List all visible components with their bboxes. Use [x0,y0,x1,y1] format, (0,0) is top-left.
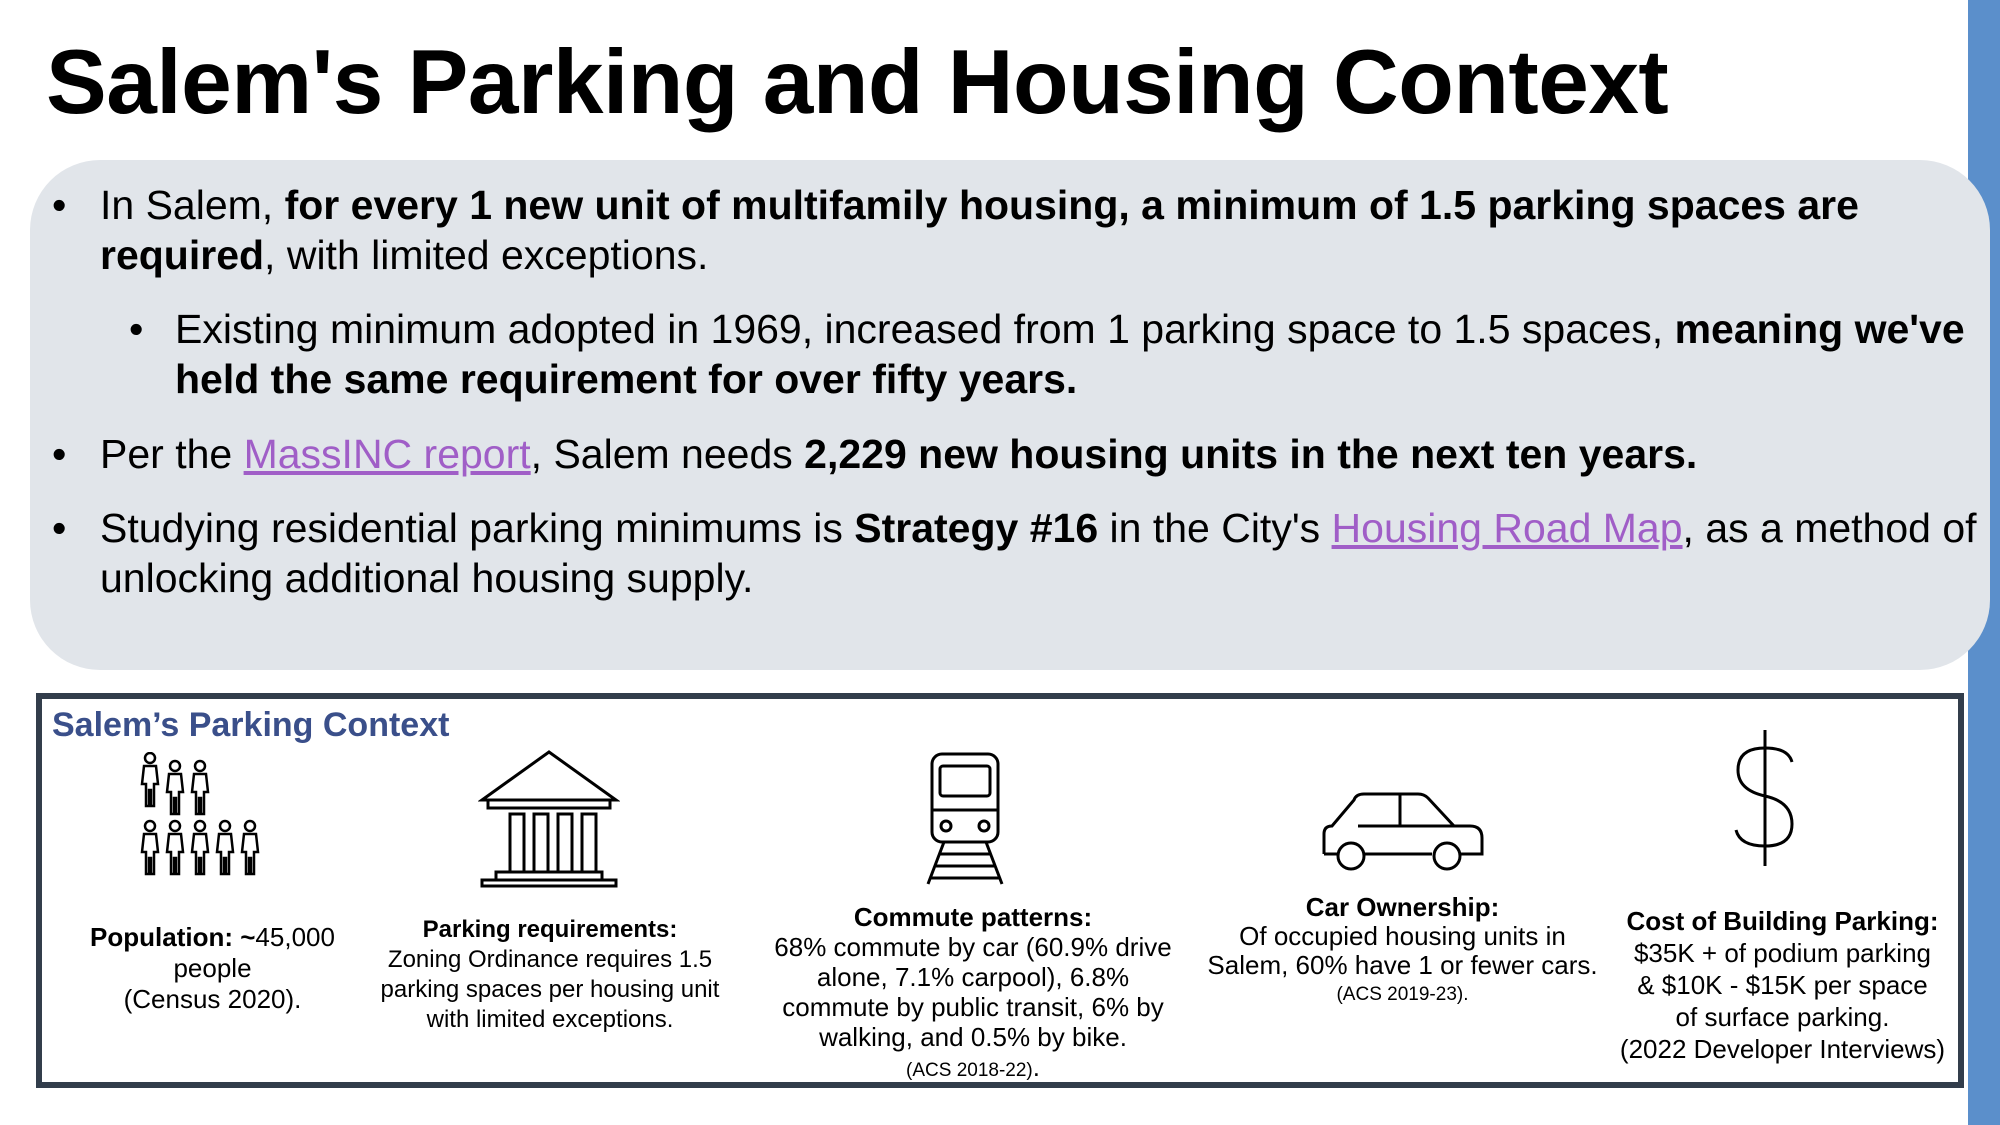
bullet-massinc: • Per the MassINC report, Salem needs 2,229 new housing units in the next ten years. [52,431,1698,477]
bullet-dot: • [52,505,67,551]
people-icon [140,752,290,892]
train-icon [922,750,1008,886]
housing-road-map-link[interactable]: Housing Road Map [1331,505,1683,551]
massinc-report-link[interactable]: MassINC report [243,431,531,477]
dollar-icon [1730,728,1800,868]
bullet-dot: • [52,182,67,228]
page-title: Salem's Parking and Housing Context [46,32,1669,133]
bullet-dot: • [129,306,144,352]
stat-population: Population: ~45,000 people (Census 2020). [90,922,335,1014]
parking-context-title: Salem’s Parking Context [52,706,450,744]
car-icon [1320,790,1486,874]
building-icon [478,748,620,888]
stat-car-ownership: Car Ownership: Of occupied housing units in Salem, 60% have 1 or fewer cars. (ACS 2019-23). [1207,892,1598,1005]
stat-commute-patterns: Commute patterns: 68% commute by car (60.9% drive alone, 7.1% carpool), 6.8% commute by public transit, 6% by walking, and 0.5% by bike. (ACS 2018-22). [774,902,1172,1082]
sub-bullet-1969: • Existing minimum adopted in 1969, increased from 1 parking space to 1.5 spaces, meaning we've held the same requirement for over fifty years. [129,306,1965,402]
bullet-dot: • [52,431,67,477]
stat-parking-requirements: Parking requirements: Zoning Ordinance requires 1.5 parking spaces per housing unit with limited exceptions. [380,916,720,1033]
bullet-strategy: • Studying residential parking minimums is Strategy #16 in the City's Housing Road Map, as a method of unlocking additional housing supply. [52,505,1977,601]
bullet-parking-minimum: • In Salem, for every 1 new unit of multifamily housing, a minimum of 1.5 parking spaces are required, with limited exceptions. [52,182,1859,278]
stat-parking-cost: Cost of Building Parking: $35K + of podium parking & $10K - $15K per space of surface parking. (2022 Developer Interviews) [1619,906,1946,1064]
